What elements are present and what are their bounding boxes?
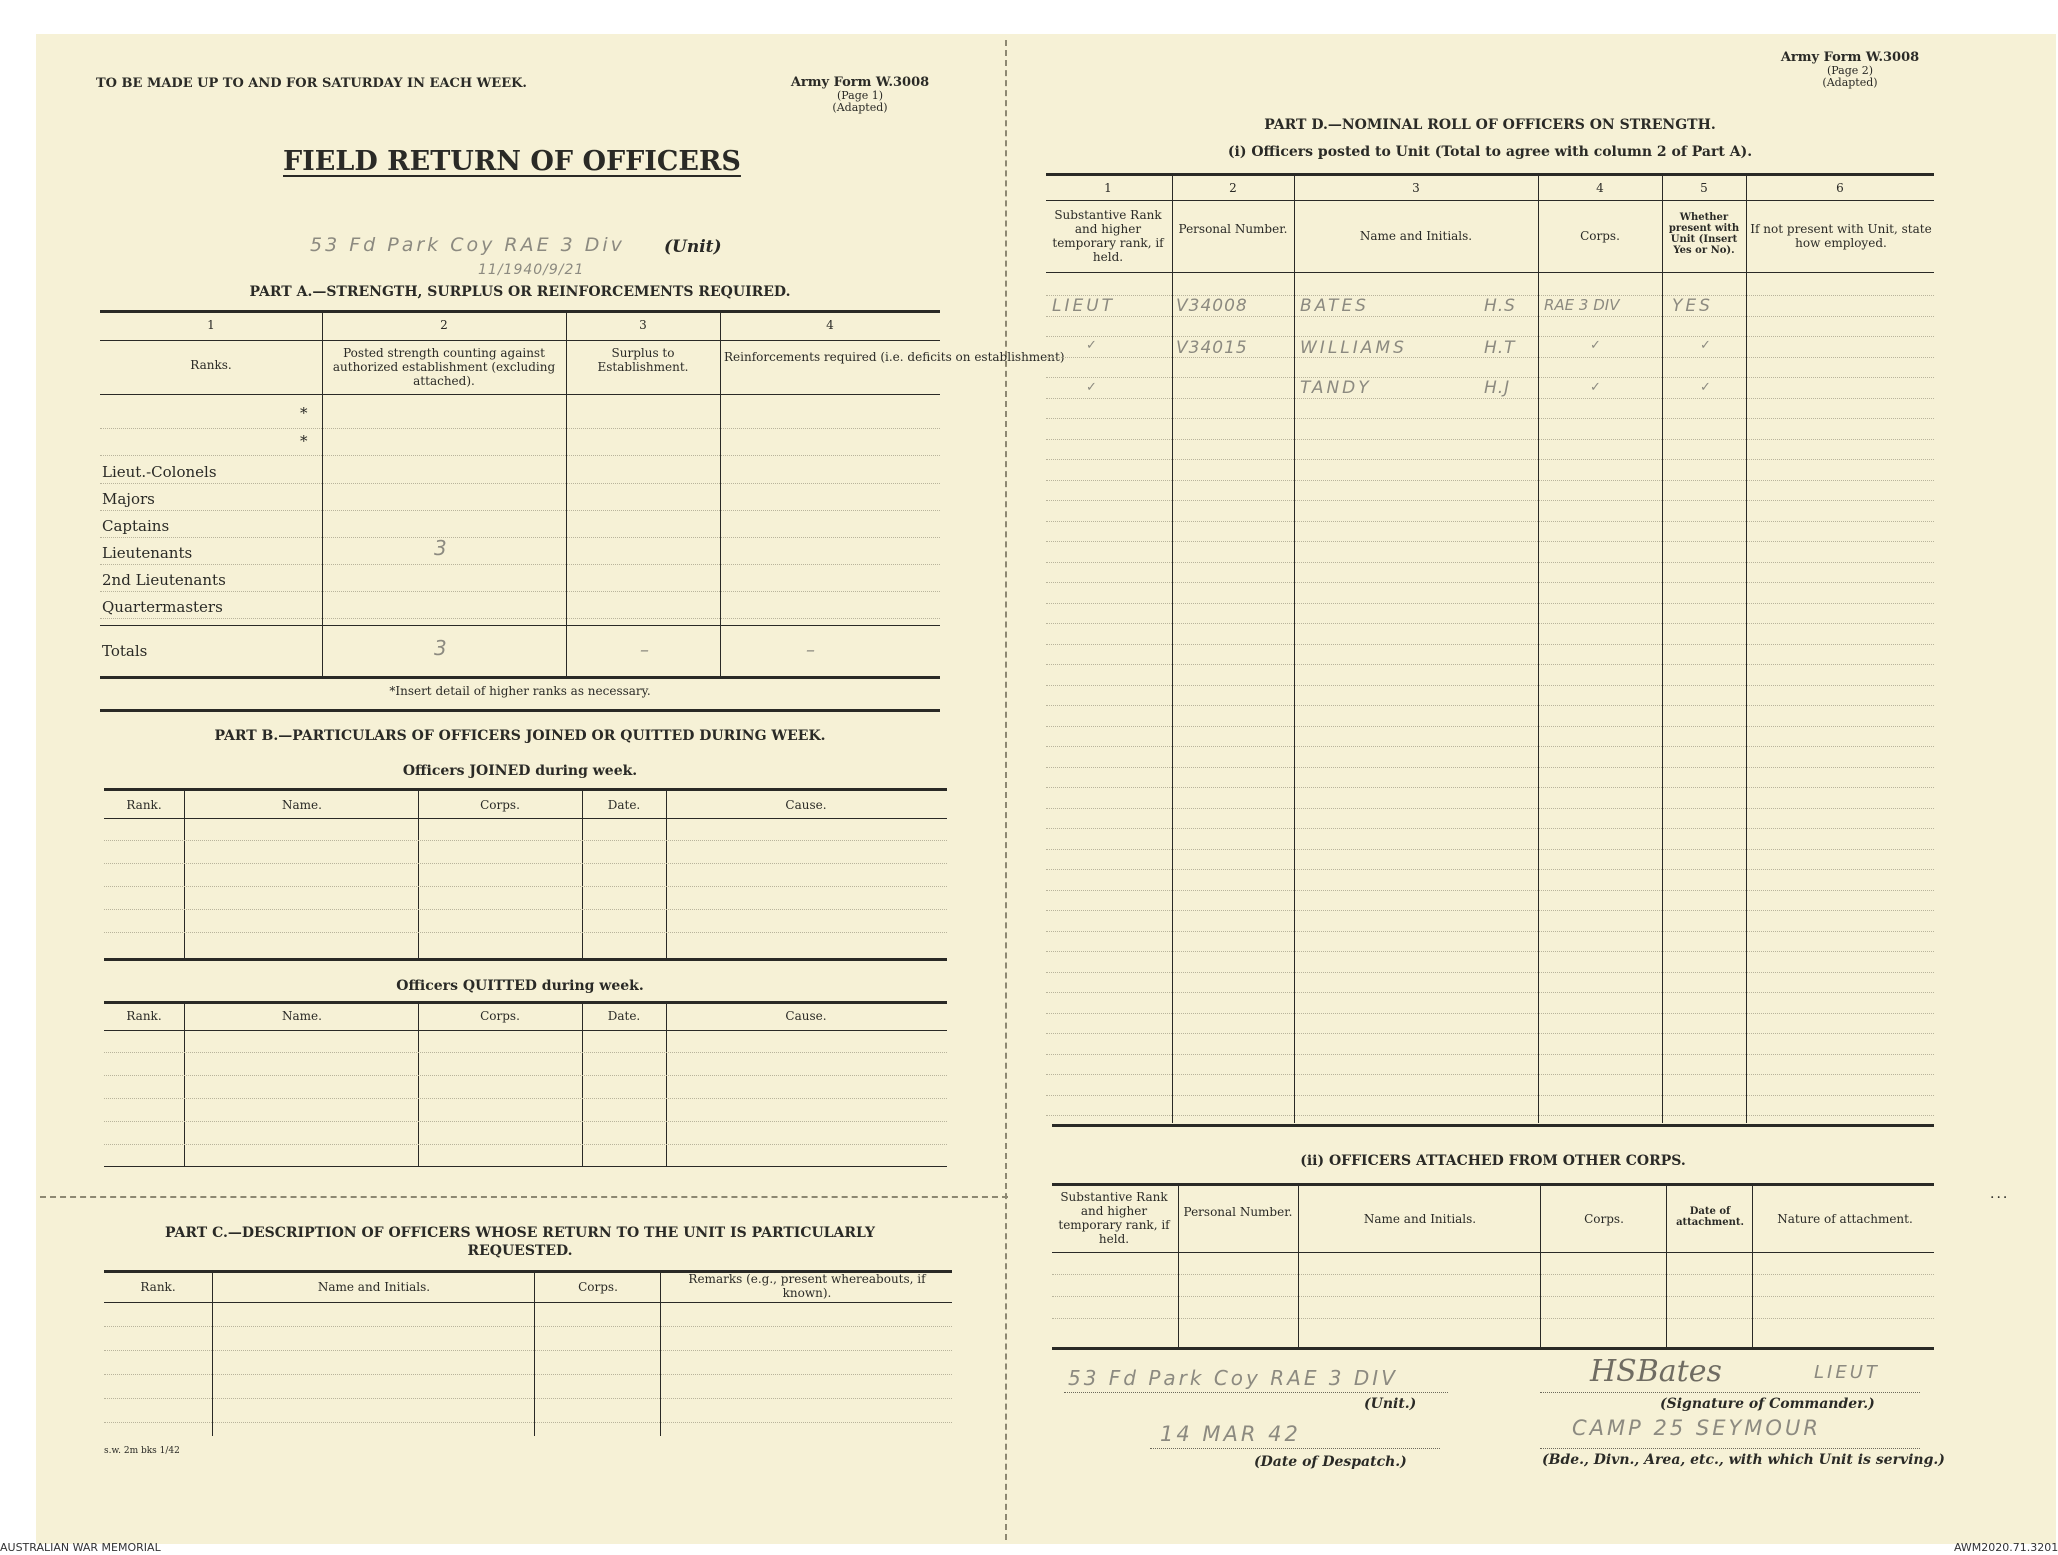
lieutenants-strength: 3: [434, 536, 450, 560]
joined-col-rank: Rank.: [126, 798, 162, 812]
quitted-vline: [582, 1003, 583, 1166]
part-c-title-line1: PART C.—DESCRIPTION OF OFFICERS WHOSE RETURN TO THE UNIT IS PARTICULARLY: [165, 1225, 875, 1241]
row1-rank: LIEUT: [1052, 296, 1116, 316]
attached-header-number: Personal Number.: [1183, 1205, 1293, 1219]
section-ii-top-rule: [1052, 1183, 1934, 1186]
part-a-dotted-row: [100, 564, 940, 565]
part-d-header-corps: Corps.: [1580, 229, 1620, 243]
part-d-vline: [1294, 175, 1295, 1123]
quitted-col-date: Date.: [607, 1009, 641, 1023]
row3-initials: H.J: [1484, 378, 1511, 398]
joined-col-corps: Corps.: [480, 798, 520, 812]
part-a-colnum-3: 3: [639, 318, 647, 332]
part-c-vline: [534, 1272, 535, 1436]
quitted-vline: [184, 1003, 185, 1166]
part-d-vline: [1662, 175, 1663, 1123]
part-d-title: PART D.—NOMINAL ROLL OF OFFICERS ON STRENGTH.: [1264, 117, 1716, 133]
fold-line: [1005, 40, 1007, 1540]
quitted-dotted-row: [104, 1052, 947, 1053]
joined-header-rule: [104, 818, 947, 819]
row2-rank: ✓: [1086, 338, 1100, 353]
quitted-col-corps: Corps.: [480, 1009, 520, 1023]
unit-handwritten-p2: 53 Fd Park Coy RAE 3 DIV: [1068, 1366, 1398, 1390]
part-d-dotted-row: [1046, 1054, 1934, 1055]
page-label-p2: (Page 2): [1826, 64, 1874, 77]
part-d-dotted-row: [1046, 603, 1934, 604]
part-b-top-rule: [100, 709, 940, 712]
part-a-dotted-row: [100, 483, 940, 484]
part-a-dotted-row: [100, 510, 940, 511]
part-d-dotted-row: [1046, 1095, 1934, 1096]
part-d-dotted-row: [1046, 951, 1934, 952]
section-i-title: (i) Officers posted to Unit (Total to agree with column 2 of Part A).: [1227, 144, 1753, 160]
attached-bottom-rule: [1052, 1347, 1934, 1350]
unit-label-p2: (Unit.): [1364, 1396, 1417, 1412]
section-ii-title: (ii) OFFICERS ATTACHED FROM OTHER CORPS.: [1300, 1153, 1686, 1169]
attached-header-rule: [1052, 1252, 1934, 1253]
quitted-dotted-row: [104, 1144, 947, 1145]
part-d-colnum-3: 3: [1412, 181, 1420, 195]
part-a-colnum-1: 1: [207, 318, 215, 332]
part-d-dotted-row: [1046, 664, 1934, 665]
part-b-title: PART B.—PARTICULARS OF OFFICERS JOINED OR QUITTED DURING WEEK.: [214, 728, 826, 744]
attached-vline: [1540, 1185, 1541, 1347]
part-d-colnum-1: 1: [1104, 181, 1112, 195]
rank-lieutenants: Lieutenants: [102, 544, 193, 562]
part-d-dotted-row: [1046, 623, 1934, 624]
part-d-dotted-row: [1046, 685, 1934, 686]
form-number: Army Form W.3008: [790, 75, 930, 90]
totals-reinforcements: –: [806, 640, 818, 661]
part-d-dotted-row: [1046, 398, 1934, 399]
row2-name: WILLIAMS: [1300, 338, 1407, 358]
part-d-header-number: Personal Number.: [1178, 222, 1288, 236]
attached-dotted-row: [1052, 1318, 1934, 1319]
part-d-dotted-row: [1046, 746, 1934, 747]
attached-dotted-row: [1052, 1296, 1934, 1297]
part-a-colnum-2: 2: [440, 318, 448, 332]
edge-perforation-mark: ···: [1990, 1190, 2010, 1206]
part-d-dotted-row: [1046, 500, 1934, 501]
part-d-dotted-row: [1046, 521, 1934, 522]
unit-label: (Unit): [664, 237, 722, 257]
part-d-header-rank: Substantive Rank and higher temporary rank, if held.: [1052, 208, 1164, 264]
attached-header-corps: Corps.: [1584, 1212, 1624, 1226]
rank-lieut-colonels: Lieut.-Colonels: [102, 463, 217, 481]
part-d-vline: [1172, 175, 1173, 1123]
part-d-dotted-row: [1046, 972, 1934, 973]
row2-present: ✓: [1700, 338, 1714, 353]
print-code: s.w. 2m bks 1/42: [104, 1446, 180, 1456]
joined-dotted-row: [104, 909, 947, 910]
joined-col-date: Date.: [607, 798, 641, 812]
quitted-header-rule: [104, 1030, 947, 1031]
quitted-col-cause: Cause.: [785, 1009, 827, 1023]
part-a-title: PART A.—STRENGTH, SURPLUS OR REINFORCEMENTS REQUIRED.: [249, 284, 791, 300]
row1-initials: H.S: [1484, 296, 1516, 316]
part-c-title: [100, 1224, 940, 1260]
part-c-dotted-row: [104, 1374, 952, 1375]
part-c-vline: [660, 1272, 661, 1436]
part-d-dotted-row: [1046, 931, 1934, 932]
row1-present: YES: [1672, 296, 1713, 316]
quitted-dotted-row: [104, 1121, 947, 1122]
part-d-dotted-row: [1046, 644, 1934, 645]
part-a-header-reinf: Reinforcements required (i.e. deficits on establishment): [724, 350, 1065, 364]
row1-corps: RAE 3 DIV: [1544, 296, 1620, 314]
row1-number: V34008: [1176, 296, 1248, 316]
part-d-dotted-row: [1046, 705, 1934, 706]
part-a-dotted-row: [100, 618, 940, 619]
part-d-vline: [1746, 175, 1747, 1123]
totals-strength: 3: [434, 636, 450, 660]
page-title: FIELD RETURN OF OFFICERS: [283, 146, 741, 177]
part-d-dotted-row: [1046, 828, 1934, 829]
attached-vline: [1666, 1185, 1667, 1347]
part-a-vline-3: [720, 312, 721, 678]
quitted-dotted-row: [104, 1098, 947, 1099]
attached-header-date: Date of attachment.: [1676, 1206, 1744, 1228]
part-a-number-rule: [100, 340, 940, 341]
part-a-footnote: *Insert detail of higher ranks as necessary.: [389, 684, 651, 698]
form-header-page1: [760, 75, 960, 114]
weekly-instruction: TO BE MADE UP TO AND FOR SATURDAY IN EACH WEEK.: [96, 76, 527, 91]
row2-initials: H.T: [1484, 338, 1516, 358]
part-c-dotted-row: [104, 1398, 952, 1399]
joined-top-rule: [104, 788, 947, 791]
footer-source: AUSTRALIAN WAR MEMORIAL: [0, 1541, 161, 1554]
attached-header-name: Name and Initials.: [1363, 1212, 1477, 1226]
part-d-dotted-row: [1046, 808, 1934, 809]
part-a-star-1: *: [300, 404, 308, 422]
part-a-vline-1: [322, 312, 323, 678]
attached-header-rank: Substantive Rank and higher temporary rank, if held.: [1058, 1190, 1170, 1246]
part-d-dotted-row: [1046, 459, 1934, 460]
part-d-dotted-row: [1046, 582, 1934, 583]
quitted-title: Officers QUITTED during week.: [396, 978, 644, 994]
date-dotted-line: [1150, 1448, 1440, 1449]
part-d-vline: [1538, 175, 1539, 1123]
part-a-top-rule: [100, 310, 940, 313]
joined-dotted-row: [104, 932, 947, 933]
date-label: (Date of Despatch.): [1254, 1454, 1407, 1470]
adapted-label: (Adapted): [832, 101, 888, 114]
part-a-header-surplus: Surplus to Establishment.: [597, 346, 689, 374]
part-d-dotted-row: [1046, 1074, 1934, 1075]
quitted-dotted-row: [104, 1075, 947, 1076]
unit-dotted-line: [1064, 1392, 1448, 1393]
part-a-header-ranks: Ranks.: [190, 358, 232, 372]
part-d-top-rule: [1046, 173, 1934, 176]
adapted-label-p2: (Adapted): [1822, 76, 1878, 89]
part-d-dotted-row: [1046, 1013, 1934, 1014]
totals-label: Totals: [102, 642, 148, 660]
part-c-dotted-row: [104, 1350, 952, 1351]
part-d-dotted-row: [1046, 1033, 1934, 1034]
joined-title: Officers JOINED during week.: [402, 763, 638, 779]
part-a-dotted-row: [100, 428, 940, 429]
part-d-dotted-row: [1046, 439, 1934, 440]
part-d-dotted-row: [1046, 541, 1934, 542]
rank-2nd-lieutenants: 2nd Lieutenants: [102, 571, 226, 589]
rank-captains: Captains: [102, 517, 170, 535]
part-d-dotted-row: [1046, 562, 1934, 563]
despatch-date: 14 MAR 42: [1160, 1422, 1301, 1446]
part-d-dotted-row: [1046, 890, 1934, 891]
row3-present: ✓: [1700, 380, 1714, 395]
part-a-dotted-row: [100, 537, 940, 538]
part-d-dotted-row: [1046, 869, 1934, 870]
page-label: (Page 1): [836, 89, 884, 102]
part-a-header-rule: [100, 394, 940, 395]
rank-majors: Majors: [102, 490, 155, 508]
part-c-dotted-row: [104, 1422, 952, 1423]
row1-name: BATES: [1300, 296, 1369, 316]
attached-vline: [1178, 1185, 1179, 1347]
part-d-header-rule: [1046, 272, 1934, 273]
part-c-col-rank: Rank.: [140, 1280, 176, 1294]
row2-number: V34015: [1176, 338, 1248, 358]
part-d-dotted-row: [1046, 726, 1934, 727]
cut-line: [40, 1196, 1008, 1198]
part-c-vline: [212, 1272, 213, 1436]
part-d-dotted-row: [1046, 767, 1934, 768]
signature-dotted-line: [1540, 1392, 1920, 1393]
quitted-col-name: Name.: [282, 1009, 322, 1023]
part-d-colnum-6: 6: [1836, 181, 1844, 195]
joined-bottom-rule: [104, 958, 947, 961]
part-a-colnum-4: 4: [826, 318, 834, 332]
file-note: 11/1940/9/21: [478, 262, 585, 278]
part-d-dotted-row: [1046, 910, 1934, 911]
part-d-number-rule: [1046, 200, 1934, 201]
totals-surplus: –: [640, 640, 652, 661]
location-handwritten: CAMP 25 SEYMOUR: [1572, 1416, 1821, 1440]
attached-vline: [1752, 1185, 1753, 1347]
part-d-bottom-rule: [1052, 1124, 1934, 1127]
unit-handwritten: 53 Fd Park Coy RAE 3 Div: [310, 234, 625, 256]
part-d-dotted-row: [1046, 1115, 1934, 1116]
part-a-vline-2: [566, 312, 567, 678]
joined-dotted-row: [104, 886, 947, 887]
form-header-page2: [1760, 50, 1940, 89]
quitted-bottom-rule: [104, 1166, 947, 1167]
part-c-header-rule: [104, 1302, 952, 1303]
quitted-top-rule: [104, 1001, 947, 1004]
quitted-vline: [418, 1003, 419, 1166]
part-d-dotted-row: [1046, 849, 1934, 850]
signature-rank: LIEUT: [1814, 1362, 1880, 1383]
part-d-dotted-row: [1046, 480, 1934, 481]
joined-dotted-row: [104, 840, 947, 841]
part-a-header-posted: Posted strength counting against authorized establishment (excluding attached).: [332, 346, 556, 388]
row3-rank: ✓: [1086, 380, 1100, 395]
part-d-dotted-row: [1046, 418, 1934, 419]
row2-corps: ✓: [1590, 338, 1604, 353]
part-c-col-corps: Corps.: [578, 1280, 618, 1294]
part-d-dotted-row: [1046, 316, 1934, 317]
part-d-header-employed: If not present with Unit, state how employed.: [1750, 222, 1932, 250]
part-a-dotted-row: [100, 455, 940, 456]
commander-signature: HSBates: [1590, 1354, 1722, 1389]
part-a-bottom-rule: [100, 676, 940, 679]
quitted-vline: [666, 1003, 667, 1166]
part-d-dotted-row: [1046, 787, 1934, 788]
part-c-col-remarks: Remarks (e.g., present whereabouts, if known).: [688, 1272, 926, 1300]
form-number-p2: Army Form W.3008: [1780, 50, 1920, 65]
part-d-colnum-4: 4: [1596, 181, 1604, 195]
part-c-dotted-row: [104, 1326, 952, 1327]
rank-quartermasters: Quartermasters: [102, 598, 223, 616]
part-c-col-name: Name and Initials.: [317, 1280, 431, 1294]
attached-vline: [1298, 1185, 1299, 1347]
part-d-header-present: Whether present with Unit (Insert Yes or No).: [1668, 212, 1740, 256]
part-d-colnum-5: 5: [1700, 181, 1708, 195]
location-dotted-line: [1540, 1448, 1920, 1449]
part-a-totals-rule: [100, 625, 940, 626]
part-d-colnum-2: 2: [1229, 181, 1237, 195]
footer-accession: AWM2020.71.3201: [1954, 1541, 2058, 1554]
attached-dotted-row: [1052, 1274, 1934, 1275]
joined-col-cause: Cause.: [785, 798, 827, 812]
part-a-star-2: *: [300, 432, 308, 450]
part-a-dotted-row: [100, 591, 940, 592]
part-c-title-line2: REQUESTED.: [467, 1243, 573, 1259]
signature-label: (Signature of Commander.): [1660, 1396, 1875, 1412]
joined-col-name: Name.: [282, 798, 322, 812]
part-d-dotted-row: [1046, 992, 1934, 993]
quitted-col-rank: Rank.: [126, 1009, 162, 1023]
part-d-dotted-row: [1046, 336, 1934, 337]
part-d-header-name: Name and Initials.: [1359, 229, 1473, 243]
joined-dotted-row: [104, 863, 947, 864]
row3-corps: ✓: [1590, 380, 1604, 395]
row3-name: TANDY: [1300, 378, 1372, 398]
attached-header-nature: Nature of attachment.: [1777, 1212, 1913, 1226]
location-label: (Bde., Divn., Area, etc., with which Unit is serving.): [1542, 1452, 1945, 1468]
